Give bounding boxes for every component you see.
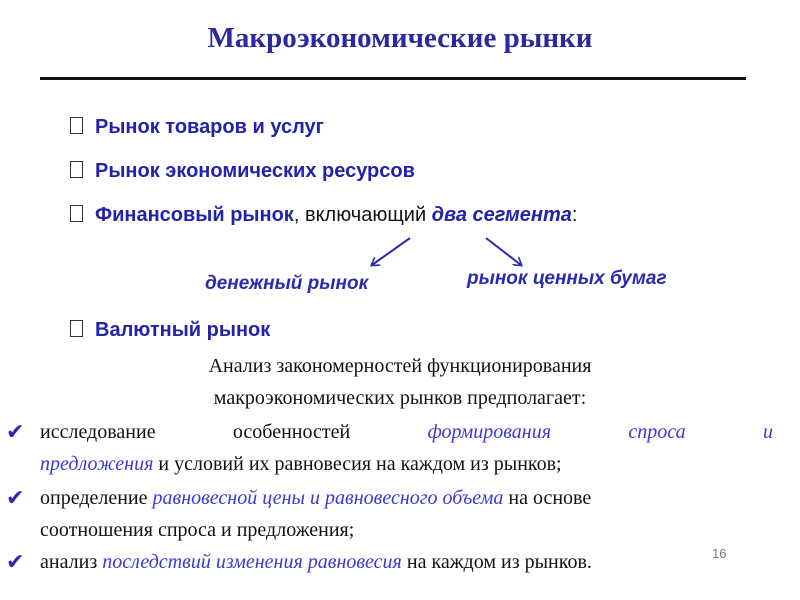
item-2-line-1: определение равновесной цены и равновесного объема на основе xyxy=(40,487,592,509)
arrow-left-icon xyxy=(372,238,410,265)
arrow-right-icon xyxy=(486,238,521,265)
check-icon: ✔ xyxy=(6,420,25,445)
item-2-line-2: соотношения спроса и предложения; xyxy=(40,519,355,541)
segment-money-market: денежный рынок xyxy=(205,273,369,294)
intro-line-1: Анализ закономерностей функционирования xyxy=(208,355,592,377)
intro-line-2: макроэкономических рынков предполагает: xyxy=(213,387,587,409)
item-1-line-1: исследование особенностей формирования спроса и xyxy=(40,421,773,443)
item-3-line-1: анализ последствий изменения равновесия на каждом из рынков. xyxy=(40,551,592,573)
list-item-resources-market: Рынок экономических ресурсов xyxy=(70,160,415,183)
item-1-line-2: предложения и условий их равновесия на каждом из рынков; xyxy=(40,453,562,475)
segment-securities-market: рынок ценных бумаг xyxy=(467,268,667,289)
check-icon: ✔ xyxy=(6,486,25,511)
list-item-goods-market: Рынок товаров и услуг xyxy=(70,116,324,139)
list-item-currency-market: Валютный рынок xyxy=(70,319,270,342)
page-number: 16 xyxy=(712,546,727,561)
slide-title: Макроэкономические рынки xyxy=(207,22,593,54)
list-item-financial-market: Финансовый рынок, включающий два сегмента: xyxy=(70,204,577,227)
check-icon: ✔ xyxy=(6,550,25,575)
checkbox-bullet-icon xyxy=(70,320,83,337)
